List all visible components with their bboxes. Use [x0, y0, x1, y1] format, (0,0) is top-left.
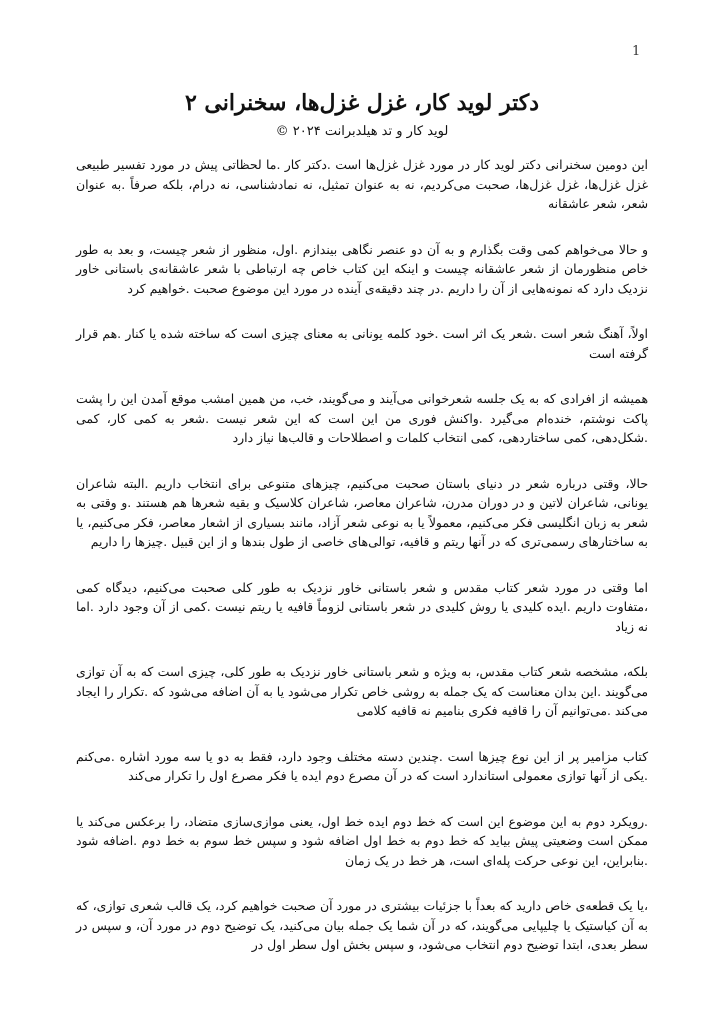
paragraph-chiastic: ،یا یک قطعه‌ی خاص دارید که بعداً با جزئیات بیشتری در مورد آن صحبت خواهیم کرد، یک قالب شعری توازی، که به آن کیاستیک یا چلیپایی می‌گویند، که در آن شما یک جمله بیان می‌کنید، یک توضیح دوم در مورد آن، و سپس در سطر بعدی، ابتدا توضیح دوم انتخاب می‌شود، و سپس بخش اول سطر اول در: [76, 898, 648, 952]
page-title: دکتر لوید کار، غزل غزل‌ها، سخنرانی ۲: [184, 90, 540, 116]
paragraph-poetry-elements: و حالا می‌خواهم کمی وقت بگذارم و به آن دو عنصر نگاهی بیندازم .اول، منظور از شعر چیست، و بعد به طور خاص منظورمان از شعر عاشقانه چیست و اینکه این کتاب خاص چه ارتباطی با شعر عاشقانه‌ی باستانی خاور نزدیک دارد که نمونه‌هایی از آن را داریم .در چند دقیقه‌ی آینده در مورد این موضوع صحبت .خواهیم کرد: [76, 241, 648, 296]
body-text: [76, 155, 648, 981]
paragraph-poetry-reading: همیشه از افرادی که به یک جلسه شعرخوانی می‌آیند و می‌گویند، خب، من همین امشب موقع آمدن این را پشت پاکت نوشتم، خنده‌ام می‌گیرد .واکنش فوری من این است که این شعر نیست .شعر به کمی کار، کمی .شکل‌دهی، کمی ساختاردهی، کمی انتخاب کلمات و اصطلاحات و قالب‌ها نیاز دارد: [76, 391, 648, 445]
paragraph-intro: این دومین سخنرانی دکتر لوید کار در مورد غزل غزل‌ها است .دکتر کار .ما لحظاتی پیش در مورد تفسیر طبیعی غزل غزل‌ها، غزل غزل‌ها، صحبت می‌کردیم، نه به عنوان تمثیل، نه نمادشناسی، نه درام، بلکه صرفاً .به عنوان شعر، شعر عاشقانه: [76, 157, 648, 211]
paragraph-psalms: کتاب مزامیر پر از این نوع چیزها است .چندین دسته مختلف وجود دارد، فقط به دو یا سه مورد اشاره .می‌کنم .یکی از آنها توازی معمولی استاندارد است که در آن مصرع دوم ایده یا فکر مصرع اول را تکرار می‌کند: [76, 748, 648, 783]
paragraph-parallelism: بلکه، مشخصه شعر کتاب مقدس، به ویژه و شعر باستانی خاور نزدیک به طور کلی، چیزی است که به آن توازی می‌گویند .این بدان معناست که یک جمله به روشی خاص تکرار می‌شود یا به آن اضافه می‌شود که .تکرار را ایجاد می‌کند .می‌توانیم آن را قافیه فکری بنامیم نه قافیه کلامی: [76, 664, 648, 718]
copyright-line: لوید کار و تد هیلدبرانت ۲۰۲۴ ©: [275, 124, 449, 139]
paragraph-biblical-poetry: اما وقتی در مورد شعر کتاب مقدس و شعر باستانی خاور نزدیک به طور کلی صحبت می‌کنیم، دیدگاه کمی ،متفاوت داریم .ایده کلیدی یا روش کلیدی در شعر باستانی لزوماً قافیه یا ریتم نیست .کمی از آن وجود دارد .اما نه زیاد: [76, 579, 648, 634]
page-number: 1: [632, 44, 641, 59]
paragraph-antithetic: .رویکرد دوم به این موضوع این است که خط دوم ایده خط اول، یعنی موازی‌سازی متضاد، را برعکس می‌کند یا ممکن است وضعیتی پیش بیاید که خط دوم به خط اول اضافه شود و سپس خط سوم به خط دوم .اضافه شود .بنابراین، این نوعی حرکت پله‌ای است، هر خط در یک زمان: [76, 813, 648, 868]
paragraph-ancient-poetry: حالا، وقتی درباره شعر در دنیای باستان صحبت می‌کنیم، چیزهای متنوعی برای انتخاب داریم .البته شاعران یونانی، شاعران لاتین و در دوران مدرن، شاعران معاصر، شاعران کلاسیک و بقیه شعرها هم هستند .و وقتی به شعر به زبان انگلیسی فکر می‌کنیم، معمولاً یا به نوعی شعر آزاد، مانند بسیاری از اشعار معاصر، فکر می‌کنیم، یا به ساختارهای رسمی‌تری که در آنها ریتم و قافیه، توالی‌های خاصی از طول بندها و از این قبیل .چیزها را داریم: [76, 475, 648, 549]
paragraph-poetry-definition: اولاً، آهنگ شعر است .شعر یک اثر است .خود کلمه یونانی به معنای چیزی است که ساخته شده یا کنار .هم قرار گرفته است: [76, 326, 648, 361]
